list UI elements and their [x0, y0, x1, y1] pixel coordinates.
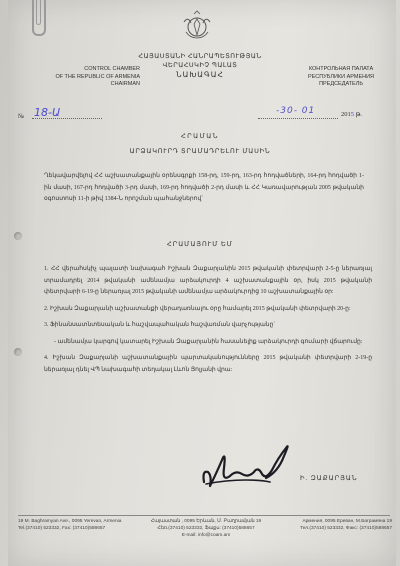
- document-number-label: №: [18, 113, 25, 120]
- footer-ru-line-2: Тел.(37410) 523332, Факс: (37410)588657: [300, 526, 392, 531]
- order-items: [44, 264, 372, 381]
- document-title: ՀՐԱՄԱՆ: [180, 133, 219, 140]
- footer-email: E-mail: info@coam.am: [181, 533, 231, 538]
- footer-divider: [18, 515, 390, 516]
- institution-ru-line-2: РЕСПУБЛИКИ АРМЕНИЯ: [307, 73, 375, 80]
- signer-name: Ի. ԶԱՔԱՐՅԱՆ: [300, 475, 358, 482]
- order-item-2: 2. Իշխան Զաքարյանի աշխատանքի վերադառնալու օրը համարել 2015 թվականի փետրվարի 20-ը:: [44, 305, 351, 312]
- handwritten-signature: [196, 430, 296, 500]
- document-subtitle: ԱՐՁԱԿՈՒՐԴ ՏՐԱՄԱԴՐԵԼՈՒ ՄԱՍԻՆ: [129, 148, 271, 155]
- document-year: [341, 110, 362, 118]
- institution-en-line-3: CHAIRMAN: [110, 81, 140, 87]
- punch-hole-top: [14, 232, 22, 240]
- footer-hy-line-2: Հեռ.(37410) 523332, Ֆաքս: (37410)588657: [157, 526, 255, 531]
- institution-ru-line-1: КОНТРОЛЬНАЯ ПАЛАТА: [308, 66, 374, 72]
- institution-ru-line-3: ПРЕДСЕДАТЕЛЬ: [319, 81, 363, 87]
- header-institution-hy: [120, 52, 280, 79]
- footer-ru-line-1: Армения, 0095 Ереван, М.Баграмяна 19: [302, 519, 392, 524]
- institution-name-hy: ՀԱՅԱՍՏԱՆԻ ՀԱՆՐԱՊԵՏՈՒԹՅԱՆ: [138, 53, 262, 60]
- footer-address-ru: [270, 518, 392, 532]
- paperclip-inner-icon: [36, 0, 41, 25]
- institution-name-hy-2: ՎԵՐԱՀՍԿԻՉ ՊԱԼԱՏ: [162, 62, 238, 69]
- year-prefix: 201: [341, 111, 351, 118]
- order-item-4: 4. Իշխան Զաքարյանի աշխատանքային պարտականությունները 2015 թվականի փետրվարի 2-19-ը ներառյալ դնել ՎՊ նախագահի տեղակալ Լևոն Յոլյանի վրա:: [44, 355, 372, 373]
- document-number-value: 18-Ա: [34, 106, 61, 119]
- header-institution-ru: [286, 66, 396, 89]
- order-item-1: 1. ՀՀ վերահսկիչ պալատի նախագահ Իշխան Զաքարյանին 2015 թվականի փետրվարի 2-5-ը ներառյալ տրամադրել 2014 թվականի ամենամյա արձակուրդի 4 աշխատանքային օր, իսկ 2015 թվականի փետրվարի 6-19-ը ներառյալ 2015 թվականի ամենամյա արձակուրդից 10 աշխատանքային օր:: [44, 266, 372, 295]
- number-dotted-line: [32, 118, 102, 119]
- document-date-value: -30- 01: [276, 106, 316, 116]
- preamble-paragraph: Ղեկավարվելով ՀՀ աշխատանքային օրենսգրքի 158-րդ, 159-րդ, 163-րդ հոդվածների, 164-րդ հոդվածի 1-ին մասի, 167-րդ հոդվածի 3-րդ մասի, 169-րդ հոդվածի 2-րդ մասի և ՀՀ Կառավարության 2005 թվականի օգոստոսի 11-ի թիվ 1384-Ն որոշման պահանջներով`: [44, 173, 364, 202]
- coat-of-arms-icon: [180, 10, 214, 44]
- footer-hy-line-1: Հայաստան , 0095 Երևան, Մ. Բաղրամյան 19: [150, 519, 262, 524]
- header-institution-en: [20, 66, 140, 89]
- institution-en-line-2: OF THE REPUBLIC OF ARMENIA: [55, 73, 140, 80]
- punch-hole-bottom: [14, 348, 22, 356]
- role-hy: ՆԱԽԱԳԱՀ: [176, 70, 224, 79]
- footer-en-line-1: 19 M. Baghramyan Ave., 0095 Yerevan, Armenia: [18, 519, 122, 524]
- order-heading: ՀՐԱՄԱՅՈՒՄ ԵՄ: [167, 241, 233, 248]
- order-item-3: 3. Ֆինանսատնտեսական և հաշվապահական հաշվառման վարչությանը`: [44, 322, 276, 328]
- institution-en-line-1: CONTROL CHAMBER: [84, 66, 140, 72]
- date-dotted-line: [258, 118, 338, 119]
- footer-address-hy: [146, 518, 266, 539]
- footer-en-line-2: Tel.(37410) 523332, Fax: (37410)588657: [18, 526, 106, 531]
- year-handwritten: 5: [350, 111, 354, 118]
- order-item-3-sub: - ամենամյա կարգով կատարել Իշխան Զաքարյանին հասանելիք արձակուրդի գումարի վճարումը:: [54, 338, 363, 345]
- footer-address-en: [18, 518, 138, 532]
- year-suffix: թ.: [355, 111, 363, 118]
